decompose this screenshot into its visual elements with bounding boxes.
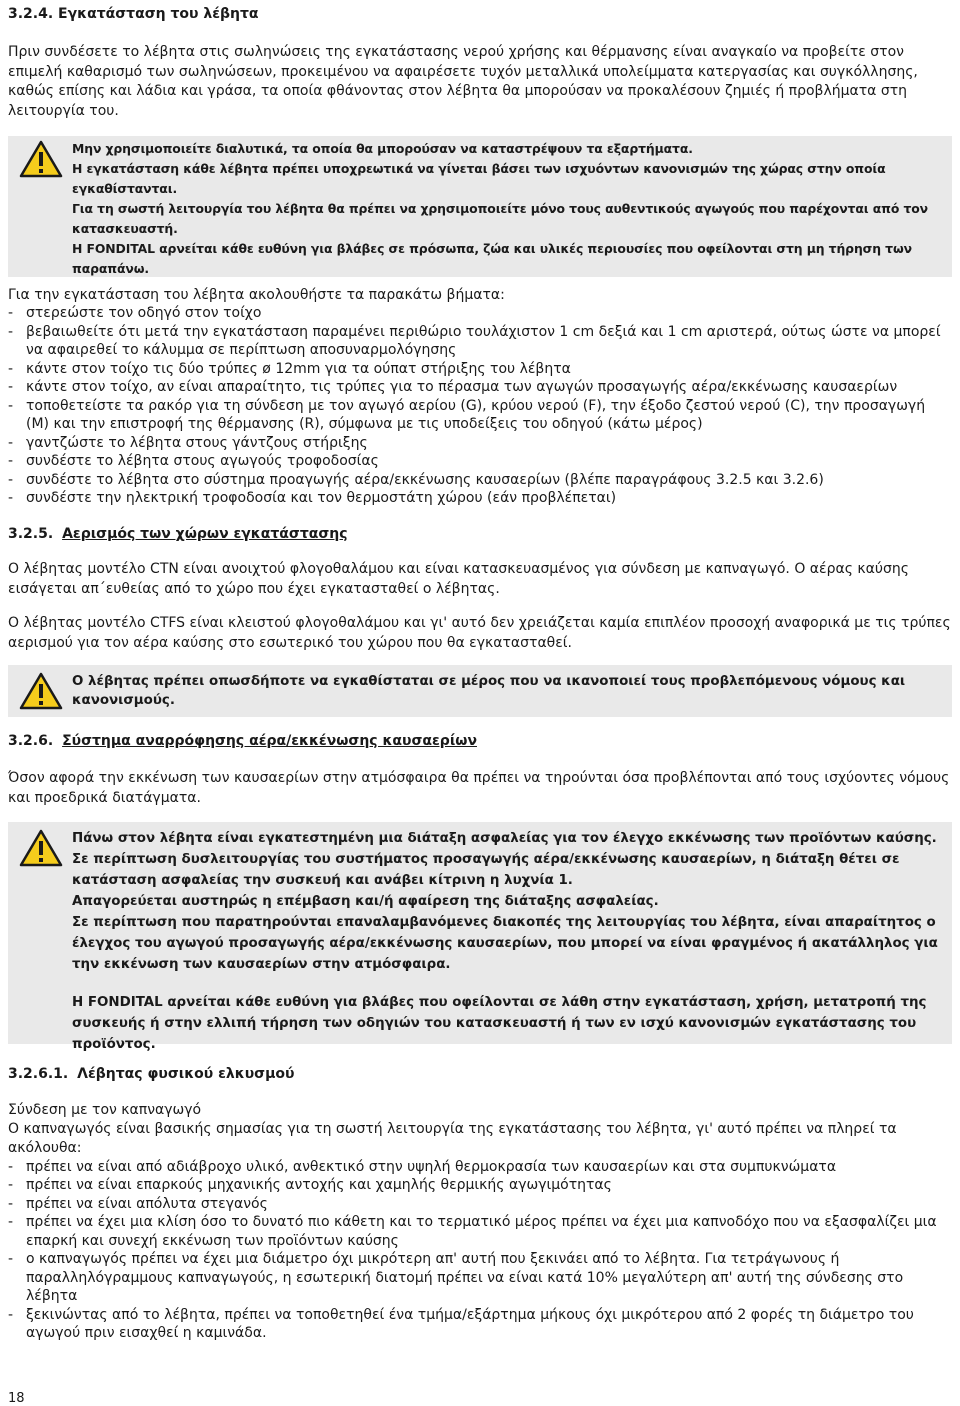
paragraph-3-2-5-ctfs: Ο λέβητας μοντέλο CTFS είναι κλειστού φλογοθαλάμου και γι' αυτό δεν χρειάζεται καμία επιπλέον προσοχή αναφορικά με τις τρύπες αερισμού για τον αέρα καύσης στο εσωτερικό του χώρου που θα εγκατασταθεί.	[8, 614, 951, 651]
steps-intro: Για την εγκατάσταση του λέβητα ακολουθήστε τα παρακάτω βήματα:	[8, 287, 505, 303]
section-number: 3.2.6.1.	[8, 1065, 69, 1082]
list-item: - ξεκινώντας από το λέβητα, πρέπει να τοποθετηθεί ένα τμήμα/εξάρτημα μήκους όχι μικρότερου από 2 φορές τη διάμετρο του αγωγού πριν εισαχθεί η καμινάδα.	[8, 1306, 952, 1343]
section-title: Αερισμός των χώρων εγκατάστασης	[62, 525, 348, 542]
list-item: - πρέπει να είναι απόλυτα στεγανός	[8, 1195, 952, 1214]
chimney-requirements-list	[8, 1158, 952, 1343]
section-heading-3-2-6	[8, 733, 952, 750]
list-item: - πρέπει να έχει μια κλίση όσο το δυνατό πιο κάθετη και το τερματικό μέρος πρέπει να έχει μια καπνοδόχο που να εξασφαλίζει μια επαρκή και συνεχή εκκένωση των προϊόντων καύσης	[8, 1213, 952, 1250]
warning-icon	[10, 671, 72, 711]
warning-3-line-4: Σε περίπτωση που παρατηρούνται επαναλαμβανόμενες διακοπές της λειτουργίας του λέβητα, είναι απαραίτητος ο έλεγχος του αγωγού προσαγωγής αέρα/εκκένωσης καυσαερίων, που μπορεί να είναι φραγμένος ή ακατάλληλος για την εκκένωση των καυσαερίων στην ατμόσφαιρα.	[72, 914, 938, 972]
list-item: - ο καπναγωγός πρέπει να έχει μια διάμετρο όχι μικρότερη απ' αυτή που ξεκινάει από το λέβητα. Για τετράγωνους ή παραλληλόγραμμους καπναγωγούς, η εσωτερική διατομή πρέπει να είναι κατά 10% μεγαλύτερη απ' αυτή της σύνδεσης στο λέβητα	[8, 1250, 952, 1306]
section-heading-3-2-5	[8, 526, 952, 543]
warning-3-line-1: Πάνω στον λέβητα είναι εγκατεστημένη μια διάταξη ασφαλείας για τον έλεγχο εκκένωσης των προϊόντων καύσης.	[72, 830, 937, 846]
list-item: - κάντε στον τοίχο τις δύο τρύπες ø 12mm για τα ούπατ στήριξης του λέβητα	[8, 360, 952, 379]
section-number: 3.2.6.	[8, 732, 54, 749]
page-number: 18	[8, 1391, 25, 1406]
list-item: - συνδέστε το λέβητα στο σύστημα προαγωγής αέρα/εκκένωσης καυσαερίων (βλέπε παραγράφους 3.2.5 και 3.2.6)	[8, 471, 952, 490]
list-item: - συνδέστε την ηλεκτρική τροφοδοσία και τον θερμοστάτη χώρου (εάν προβλέπεται)	[8, 489, 952, 508]
warning-box-2	[8, 665, 952, 717]
warning-3-line-3: Απαγορεύεται αυστηρώς η επέμβαση και/ή αφαίρεση της διάταξης ασφαλείας.	[72, 893, 659, 909]
paragraph-3-2-5-ctn: Ο λέβητας μοντέλο CTN είναι ανοιχτού φλογοθαλάμου και είναι κατασκευασμένος για σύνδεση με καπναγωγό. Ο αέρας καύσης εισάγεται απ΄ευθείας από το χώρο που έχει εγκατασταθεί ο λέβητας.	[8, 560, 909, 597]
warning-3-liability: Η FONDITAL αρνείται κάθε ευθύνη για βλάβες που οφείλονται σε λάθη στην εγκατάσταση, χρήση, μετατροπή της συσκευής ή στην ελλιπή τήρηση των οδηγιών του κατασκευαστή ή των εν ισχύ κανονισμών εγκατάστασης του προϊόντος.	[72, 994, 927, 1052]
warning-box-3	[8, 822, 952, 1052]
section-heading-3-2-6-1	[8, 1066, 952, 1083]
list-item: - τοποθετείστε τα ρακόρ για τη σύνδεση με τον αγωγό αερίου (G), κρύου νερού (F), την έξοδο ζεστού νερού (C), την προσαγωγή (M) και την επιστροφή της θέρμανσης (R), σύμφωνα με τις υποδείξεις του οδηγού (κάτω μέρος)	[8, 397, 952, 434]
warning-1-line-1: Μην χρησιμοποιείτε διαλυτικά, τα οποία θα μπορούσαν να καταστρέψουν τα εξαρτήματα.	[72, 141, 693, 156]
paragraph-3-2-6-1-intro: Ο καπναγωγός είναι βασικής σημασίας για τη σωστή λειτουργία της εγκατάστασης του λέβητα, γι' αυτό πρέπει να πληρεί τα ακόλουθα:	[8, 1120, 897, 1156]
warning-box-1	[8, 136, 952, 277]
warning-3-line-2: Σε περίπτωση δυσλειτουργίας του συστήματος προσαγωγής αέρα/εκκένωσης καυσαερίων, η διάταξη θέτει σε κατάσταση ασφαλείας την συσκευή και ανάβει κίτρινη η λυχνία 1.	[72, 851, 900, 888]
list-item: - βεβαιωθείτε ότι μετά την εγκατάσταση παραμένει περιθώριο τουλάχιστον 1 cm δεξιά και 1 cm αριστερά, ούτως ώστε να μπορεί να αφαιρεθεί το κάλυμμα σε περίπτωση αποσυναρμολόγησης	[8, 323, 952, 360]
list-item: - γαντζώστε το λέβητα στους γάντζους στήριξης	[8, 434, 952, 453]
list-item: - πρέπει να είναι από αδιάβροχο υλικό, ανθεκτικό στην υψηλή θερμοκρασία των καυσαερίων και στα συμπυκνώματα	[8, 1158, 952, 1177]
section-number: 3.2.5.	[8, 525, 54, 542]
list-item: - πρέπει να είναι επαρκούς μηχανικής αντοχής και χαμηλής θερμικής αγωγιμότητας	[8, 1176, 952, 1195]
section-title: Λέβητας φυσικού ελκυσμού	[77, 1065, 295, 1082]
section-heading-3-2-4: 3.2.4. Εγκατάσταση του λέβητα	[8, 6, 259, 22]
list-item: - στερεώστε τον οδηγό στον τοίχο	[8, 304, 952, 323]
list-item: - συνδέστε το λέβητα στους αγωγούς τροφοδοσίας	[8, 452, 952, 471]
section-title: Σύστημα αναρρόφησης αέρα/εκκένωσης καυσαερίων	[62, 732, 477, 749]
list-item: - κάντε στον τοίχο, αν είναι απαραίτητο, τις τρύπες για το πέρασμα των αγωγών προσαγωγής αέρα/εκκένωσης καυσαερίων	[8, 378, 952, 397]
installation-steps-list	[8, 304, 952, 508]
warning-2-text: Ο λέβητας πρέπει οπωσδήποτε να εγκαθίσταται σε μέρος που να ικανοποιεί τους προβλεπόμενους νόμους και κανονισμούς.	[72, 673, 906, 708]
subheading-chimney-connection: Σύνδεση με τον καπναγωγό	[8, 1101, 202, 1118]
warning-icon	[10, 139, 72, 271]
warning-1-line-4: Η FONDITAL αρνείται κάθε ευθύνη για βλάβες σε πρόσωπα, ζώα και υλικές περιουσίες που οφείλονται στη μη τήρηση των παραπάνω.	[72, 241, 912, 276]
warning-1-line-3: Για τη σωστή λειτουργία του λέβητα θα πρέπει να χρησιμοποιείτε μόνο τους αυθεντικούς αγωγούς που παρέχονται από τον κατασκευαστή.	[72, 201, 929, 236]
warning-icon	[10, 828, 72, 1038]
warning-1-line-2: Η εγκατάσταση κάθε λέβητα πρέπει υποχρεωτικά να γίνεται βάσει των ισχυόντων κανονισμών της χώρας στην οποία εγκαθίστανται.	[72, 161, 886, 196]
paragraph-3-2-6: Όσον αφορά την εκκένωση των καυσαερίων στην ατμόσφαιρα θα πρέπει να τηρούνται όσα προβλέπονται από τους ισχύοντες νόμους και προεδρικά διατάγματα.	[8, 769, 950, 806]
paragraph-3-2-4-intro: Πριν συνδέσετε το λέβητα στις σωληνώσεις της εγκατάστασης νερού χρήσης και θέρμανσης είναι αναγκαίο να προβείτε στον επιμελή καθαρισμό των σωληνώσεων, προκειμένου να αφαιρέσετε τυχόν μεταλλικά υπολείμματα κατεργασίας και συγκόλλησης, καθώς επίσης και λάδια και γράσα, τα οποία φθάνοντας στον λέβητα θα μπορούσαν να προκαλέσουν ζημιές ή προβλήματα στη λειτουργία του.	[8, 44, 918, 119]
